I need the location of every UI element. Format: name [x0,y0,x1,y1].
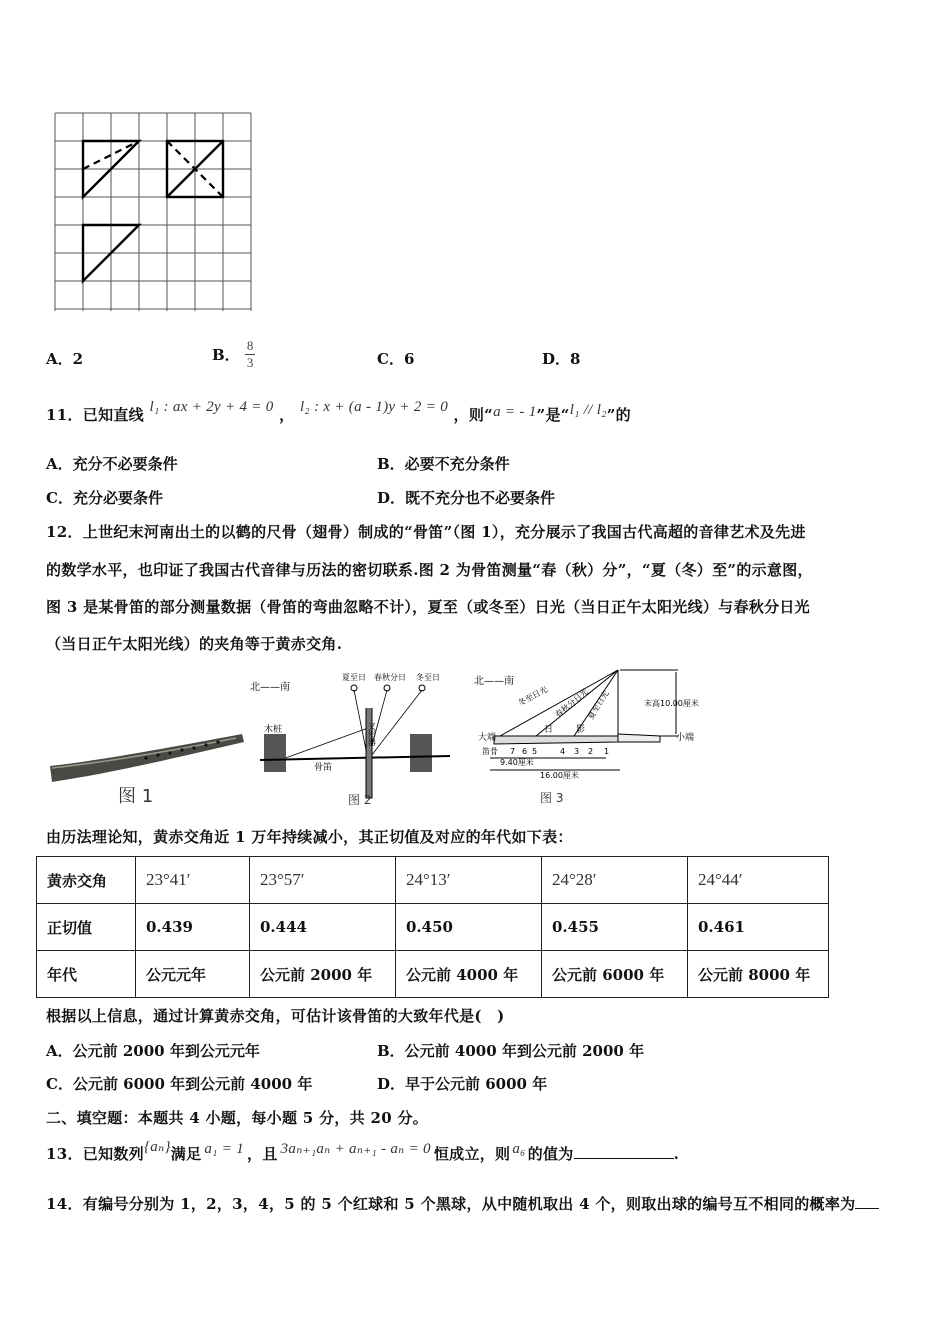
figure-2-label: 图 2 [348,793,372,807]
fig3-shadow-label: 日 [544,725,554,735]
q13-a1: a₁ = 1 [204,1141,245,1157]
q11-option-d[interactable]: D．既不充分也不必要条件 [377,489,556,507]
table-cell: 公元前 2000 年 [250,951,396,998]
q11-condition: a = - 1 [493,404,537,420]
q13-mid3: 恒成立，则 [433,1145,511,1163]
fig3-big-end: 大端 [478,733,497,743]
fig2-sight-label: 叉形器 [367,722,377,746]
table-row [37,857,829,904]
fig2-winter-label: 冬至日 [416,673,440,682]
section-2-heading: 二、填空题：本题共 4 小题，每小题 5 分，共 20 分。 [46,1109,429,1127]
q13-stem [46,1139,680,1164]
q13-sequence: {aₙ} [143,1139,171,1155]
table-cell: 公元元年 [136,951,250,998]
row-header-tangent: 正切值 [37,904,136,951]
q10-option-d[interactable]: D．8 [542,350,581,368]
svg-text:3: 3 [574,747,580,756]
table-cell: 0.455 [542,904,688,951]
fig2-summer-label: 夏至日 [342,673,366,682]
fig2-wood-post [264,734,286,772]
q12-question: 根据以上信息，通过计算黄赤交角，可估计该骨笛的大致年代是( ) [46,1007,505,1025]
q11-parallel: l₁ // l₂ [569,402,607,418]
q13-end: 的值为 [527,1145,574,1163]
q12-stem-line4: （当日正午太阳光线）的夹角等于黄赤交角. [46,635,343,653]
fig3-small-end: 小端 [676,733,695,743]
q14-stem [46,1193,879,1214]
svg-text:5: 5 [532,747,538,756]
q10-option-c[interactable]: C．6 [377,350,415,368]
q13-prefix: 13．已知数列 [46,1145,144,1163]
q11-sep: ， [279,406,295,424]
q12-option-a[interactable]: A．公元前 2000 年到公元元年 [46,1042,260,1060]
figure-3-label: 图 3 [540,791,564,805]
table-cell: 23°41′ [136,857,250,904]
q13-mid2: ，且 [247,1145,278,1163]
q12-option-b[interactable]: B．公元前 4000 年到公元前 2000 年 [377,1042,645,1060]
fig2-north-south: 北——南 [250,682,290,693]
fraction-denominator: 3 [246,355,254,370]
grid-figure [52,110,258,314]
table-cell: 24°44′ [688,857,829,904]
table-cell: 0.439 [136,904,250,951]
fig3-shadow2-label: 影 [576,725,586,735]
q13-answer-blank[interactable] [574,1158,674,1159]
q10-option-b[interactable] [212,338,255,371]
q11-option-c[interactable]: C．充分必要条件 [46,489,163,507]
fig2-wood-post-right [410,734,432,772]
q11-option-a[interactable]: A．充分不必要条件 [46,455,178,473]
table-row [37,904,829,951]
q11-mid: ，则“ [453,406,494,424]
q11-prefix: 11．已知直线 [46,406,144,424]
table-cell: 公元前 4000 年 [396,951,542,998]
q10-option-a[interactable]: A．2 [46,350,84,368]
fig3-distance-2: 16.00厘米 [540,771,579,780]
q13-recurrence: 3aₙ₊₁aₙ + aₙ₊₁ - aₙ = 0 [280,1141,431,1157]
q11-line1-eq: l₁ : ax + 2y + 4 = 0 [149,399,274,415]
fig3-winter-sun: 冬至日光 [516,684,550,708]
svg-text:6: 6 [522,747,528,756]
table-row [37,951,829,998]
q14-answer-blank[interactable] [855,1208,879,1209]
q11-line2-eq: l₂ : x + (a - 1)y + 2 = 0 [299,399,448,415]
fig3-height-label: 末高10.00厘米 [644,699,699,708]
table-cell: 0.444 [250,904,396,951]
q12-option-d[interactable]: D．早于公元前 6000 年 [377,1075,548,1093]
svg-text:7: 7 [510,747,516,756]
q11-mid2: ”是“ [536,406,570,424]
table-cell: 0.450 [396,904,542,951]
q11-end: ”的 [606,406,631,424]
table-cell: 公元前 8000 年 [688,951,829,998]
q10-option-b-fraction [245,338,256,371]
q14-text: 14．有编号分别为 1，2，3，4，5 的 5 个红球和 5 个黑球，从中随机取出 4 个，则取出球的编号互不相同的概率为 [46,1195,856,1213]
table-cell: 24°28′ [542,857,688,904]
row-header-angle: 黄赤交角 [37,857,136,904]
fig3-equinox-sun: 春秋分日光 [553,686,590,720]
fig3-flute [494,736,618,744]
q13-tail: . [673,1145,680,1163]
table-cell: 24°13′ [396,857,542,904]
table-cell: 0.461 [688,904,829,951]
table-cell: 23°57′ [250,857,396,904]
q13-mid: 满足 [170,1145,202,1163]
row-header-era: 年代 [37,951,136,998]
q12-stem-line3: 图 3 是某骨笛的部分测量数据（骨笛的弯曲忽略不计），夏至（或冬至）日光（当日正午太阳光线）与春秋分日光 [46,598,810,616]
svg-text:2: 2 [588,747,594,756]
table-cell: 公元前 6000 年 [542,951,688,998]
q12-stem-line1: 12．上世纪末河南出土的以鹤的尺骨（翅骨）制成的“骨笛”（图 1），充分展示了我国古代高超的音律艺术及先进 [46,523,806,541]
fig2-flute-label: 骨笛 [314,763,333,773]
obliquity-table [36,856,829,998]
fig3-hole-numbers [510,747,609,756]
svg-text:4: 4 [560,747,566,756]
fig2-sun-rays [280,690,422,760]
fig3-lines [490,670,678,770]
fig2-equinox-label: 春秋分日 [374,673,406,682]
figure-1-bone-flute [46,728,246,808]
fig3-summer-sun: 夏至日光 [586,689,611,722]
q13-a6: a₆ [512,1141,526,1157]
q11-option-b[interactable]: B．必要不充分条件 [377,455,510,473]
q10-option-b-label: B． [212,346,240,364]
fig3-north-south: 北——南 [474,676,514,687]
q12-stem-line2: 的数学水平，也印证了我国古代音律与历法的密切联系.图 2 为骨笛测量“春（秋）分”，“夏（冬）至”的示意图， [46,561,813,579]
fig2-wood-post-label: 木桩 [264,725,283,735]
figure-2-diagram [250,668,460,808]
svg-text:1: 1 [604,747,610,756]
fraction-numerator: 8 [246,338,254,353]
fig3-flute-end [618,734,660,742]
q12-option-c[interactable]: C．公元前 6000 年到公元前 4000 年 [46,1075,313,1093]
q12-table-intro: 由历法理论知，黄赤交角近 1 万年持续减小，其正切值及对应的年代如下表： [46,828,573,846]
q11-stem [46,399,631,425]
fig3-distance-1: 9.40厘米 [500,758,534,767]
figure-1-label: 图 1 [118,786,154,807]
fig3-flute-word: 笛骨 [482,747,498,756]
figure-3-diagram [470,666,730,808]
